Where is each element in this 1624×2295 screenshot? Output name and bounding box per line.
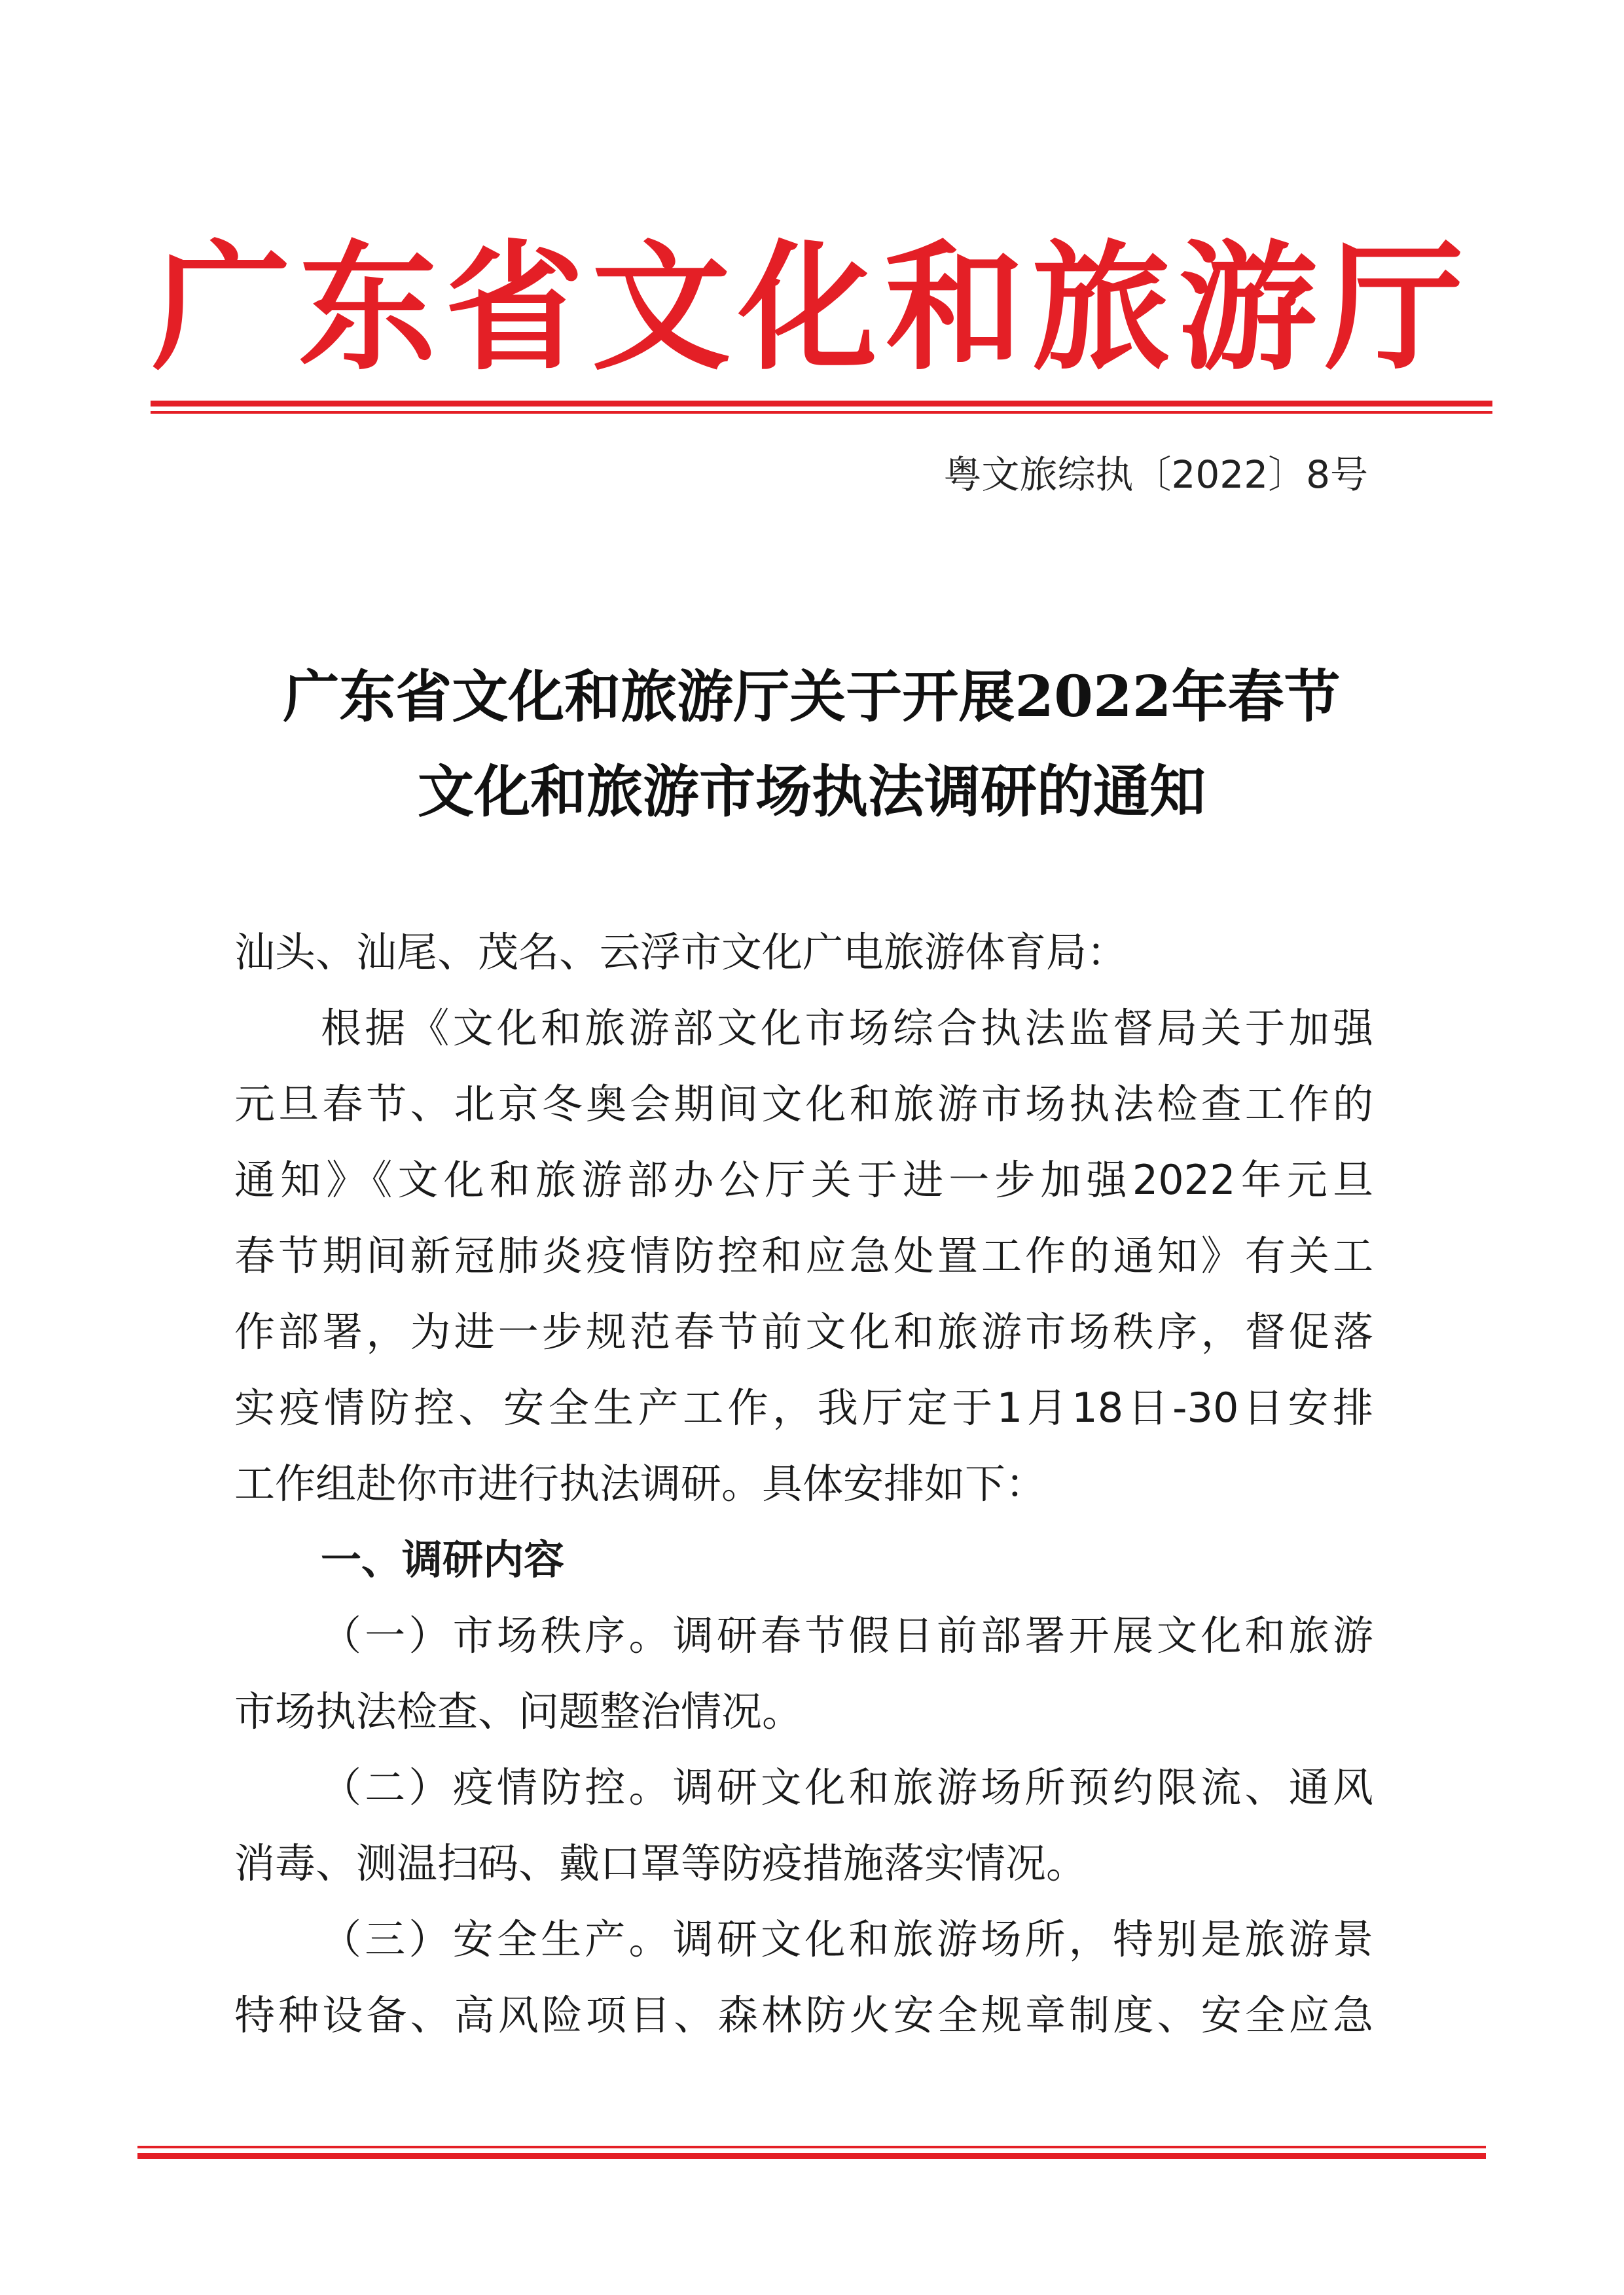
footer-rule-thick xyxy=(137,2153,1486,2159)
body-line: 作部署，为进一步规范春节前文化和旅游市场秩序，督促落 xyxy=(234,1308,1373,1356)
body-line: （三）安全生产。调研文化和旅游场所，特别是旅游景 xyxy=(321,1915,1373,1963)
body-line: 消毒、测温扫码、戴口罩等防疫措施落实情况。 xyxy=(234,1839,1087,1887)
body-line: 根据《文化和旅游部文化市场综合执法监督局关于加强 xyxy=(321,1004,1373,1052)
document-number: 粤文旅综执〔2022〕8号 xyxy=(943,452,1368,497)
body-line: 实疫情防控、安全生产工作，我厅定于1月18日-30日安排 xyxy=(234,1384,1373,1432)
issuer-masthead: 广东省文化和旅游厅 xyxy=(152,226,1471,389)
body-line: 春节期间新冠肺炎疫情防控和应急处置工作的通知》有关工 xyxy=(234,1232,1373,1280)
body-line: 工作组赴你市进行执法调研。具体安排如下： xyxy=(234,1460,1047,1508)
header-rule-thin xyxy=(151,411,1492,414)
body-line: 元旦春节、北京冬奥会期间文化和旅游市场执法检查工作的 xyxy=(234,1080,1373,1128)
section-heading: 一、调研内容 xyxy=(321,1536,565,1583)
body-line: 通知》《文化和旅游部办公厅关于进一步加强2022年元旦 xyxy=(234,1156,1373,1204)
document-title-line-1: 广东省文化和旅游厅关于开展2022年春节 xyxy=(283,664,1341,730)
header-rule-thick xyxy=(151,401,1492,407)
addressee-line: 汕头、汕尾、茂名、云浮市文化广电旅游体育局： xyxy=(234,928,1128,976)
body-line: 市场执法检查、问题整治情况。 xyxy=(234,1688,803,1735)
body-line: （一）市场秩序。调研春节假日前部署开展文化和旅游 xyxy=(321,1612,1373,1659)
body-line: 特种设备、高风险项目、森林防火安全规章制度、安全应急 xyxy=(234,1991,1373,2039)
footer-rule-thin xyxy=(137,2146,1486,2148)
document-title-line-2: 文化和旅游市场执法调研的通知 xyxy=(418,759,1206,825)
body-line: （二）疫情防控。调研文化和旅游场所预约限流、通风 xyxy=(321,1763,1373,1811)
